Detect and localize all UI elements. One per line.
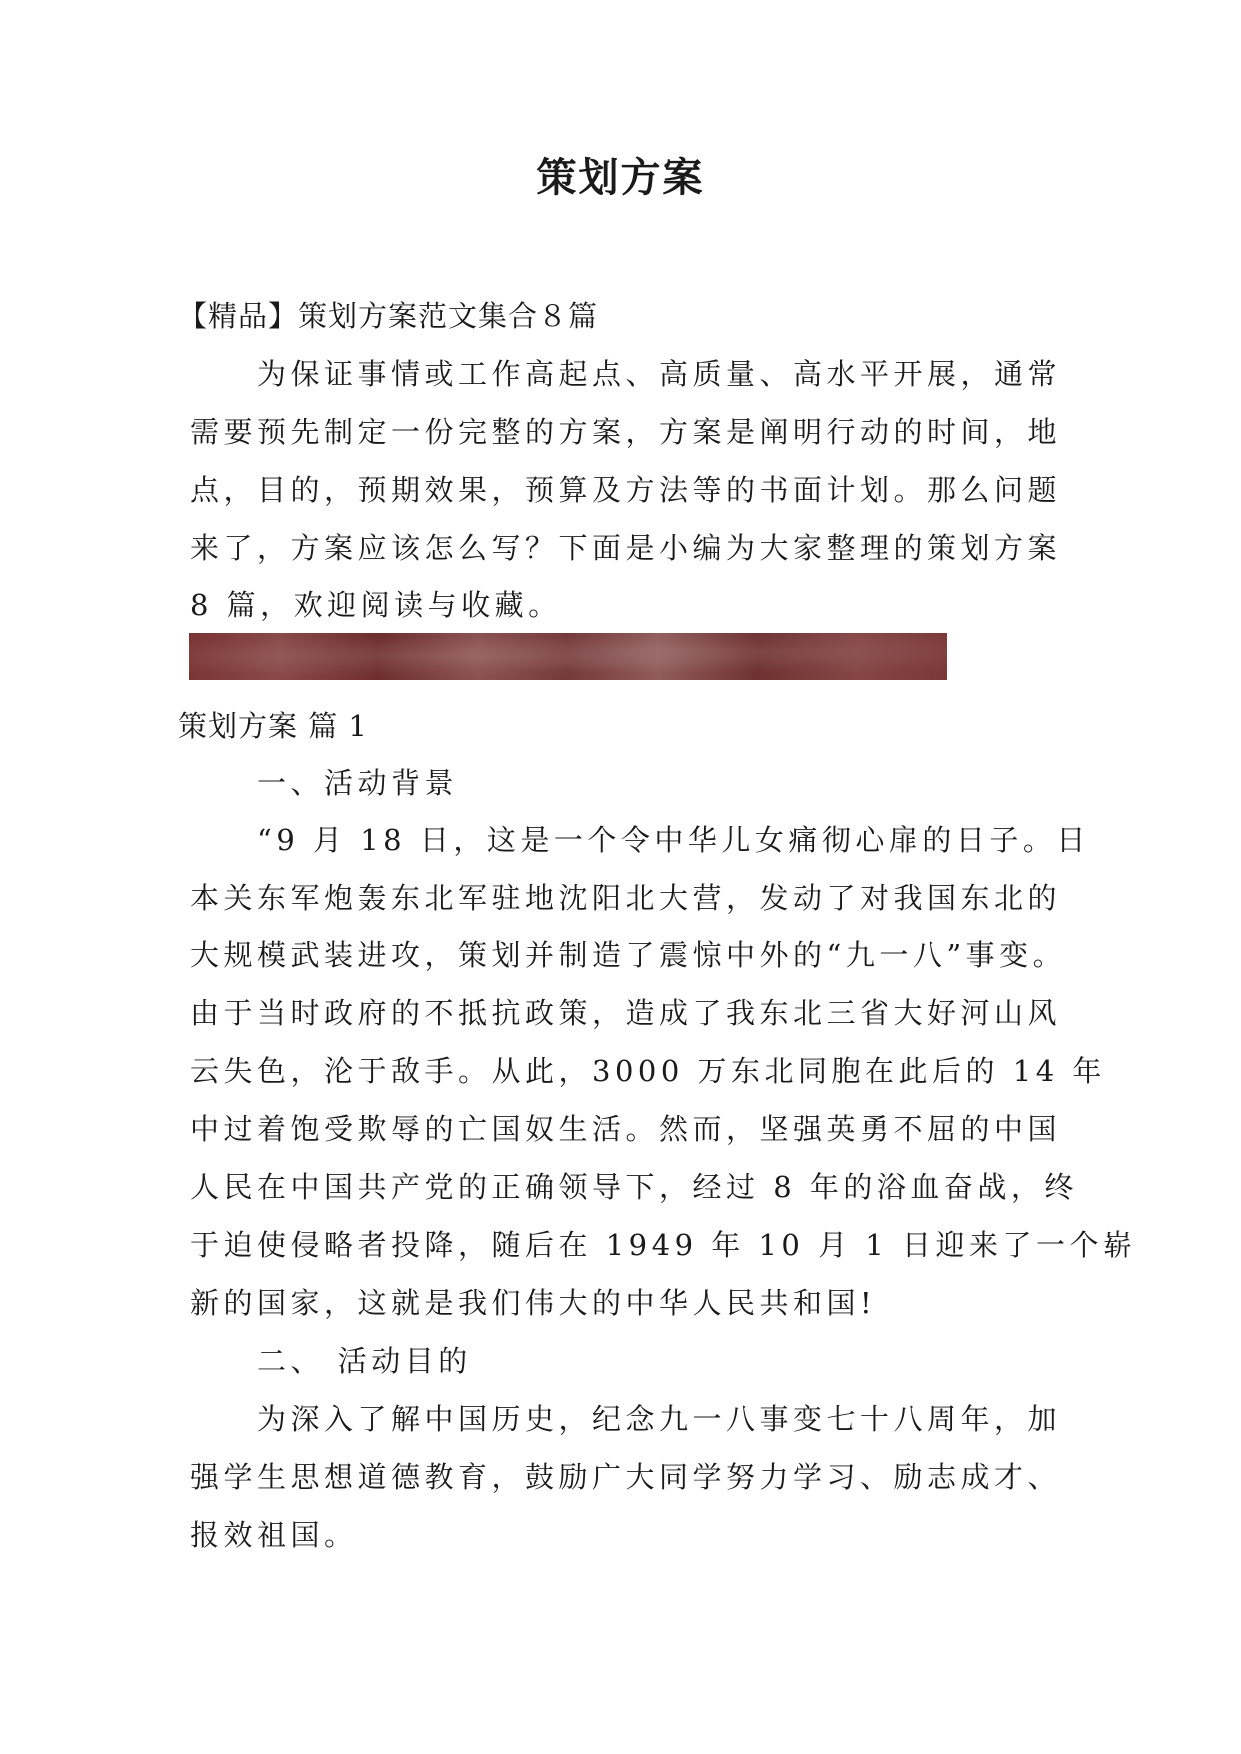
section2-heading: 二、 活动目的 [257, 1344, 472, 1378]
section1-line: 云失色，沦于敌手。从此，3000 万东北同胞在此后的 14 年 [190, 1054, 1106, 1088]
section1-line: 中过着饱受欺辱的亡国奴生活。然而，坚强英勇不屈的中国 [190, 1112, 1062, 1146]
section2-line: 为深入了解中国历史，纪念九一八事变七十八周年，加 [257, 1402, 1062, 1436]
part1-heading: 策划方案 篇 1 [178, 709, 368, 743]
section2-line: 强学生思想道德教育，鼓励广大同学努力学习、励志成才、 [190, 1460, 1062, 1494]
intro-line: 为保证事情或工作高起点、高质量、高水平开展，通常 [257, 357, 1062, 391]
section1-line: “9 月 18 日，这是一个令中华儿女痛彻心扉的日子。日 [257, 823, 1090, 857]
intro-line: 需要预先制定一份完整的方案，方案是阐明行动的时间，地 [190, 415, 1062, 449]
section2-line: 报效祖国。 [190, 1518, 358, 1552]
intro-line: 点，目的，预期效果，预算及方法等的书面计划。那么问题 [190, 473, 1062, 507]
section1-line: 本关东军炮轰东北军驻地沈阳北大营，发动了对我国东北的 [190, 881, 1062, 915]
intro-line: 来了，方案应该怎么写？下面是小编为大家整理的策划方案 [190, 531, 1062, 565]
redacted-banner [189, 633, 947, 680]
section1-line: 大规模武装进攻，策划并制造了震惊中外的“九一八”事变。 [190, 938, 1067, 972]
section1-line: 人民在中国共产党的正确领导下，经过 8 年的浴血奋战，终 [190, 1170, 1078, 1204]
section1-line: 由于当时政府的不抵抗政策，造成了我东北三省大好河山风 [190, 996, 1062, 1030]
section1-line: 新的国家，这就是我们伟大的中华人民共和国! [190, 1286, 877, 1320]
intro-heading: 【精品】策划方案范文集合８篇 [178, 299, 599, 333]
document-title: 策划方案 [536, 155, 705, 201]
section1-line: 于迫使侵略者投降，随后在 1949 年 10 月 1 日迎来了一个崭 [190, 1228, 1137, 1262]
intro-line: 8 篇，欢迎阅读与收藏。 [190, 588, 562, 622]
section1-heading: 一、活动背景 [257, 766, 459, 800]
